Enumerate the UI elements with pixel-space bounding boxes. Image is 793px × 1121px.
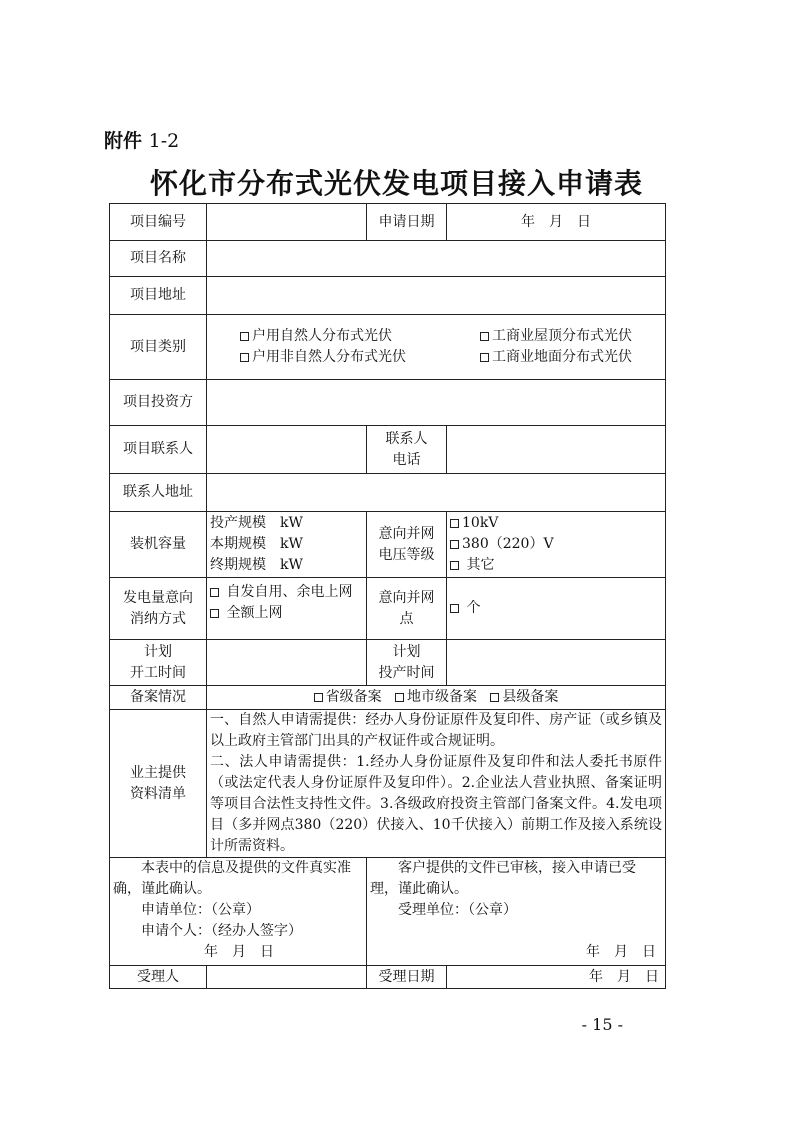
documents-natural-person: 一、自然人申请需提供：经办人身份证原件及复印件、房产证（或乡镇及以上政府主管部门出具的产权证件或合规证明。 xyxy=(210,712,662,749)
receiver-unit[interactable]: 受理单位：（公章） xyxy=(398,902,517,918)
project-name-field[interactable] xyxy=(207,241,666,277)
applicant-confirmation xyxy=(110,858,367,966)
page-number: - 15 - xyxy=(581,1015,623,1034)
documents-label: 业主提供 资料清单 xyxy=(110,710,207,858)
form-title: 怀化市分布式光伏发电项目接入申请表 xyxy=(149,167,643,200)
consumption-label: 发电量意向 消纳方式 xyxy=(110,578,207,640)
capacity-label: 装机容量 xyxy=(110,512,207,578)
consumption-options xyxy=(207,578,367,640)
grid-point-label: 意向并网 点 xyxy=(367,578,447,640)
project-no-field[interactable] xyxy=(207,204,367,241)
voltage-label: 意向并网 电压等级 xyxy=(367,512,447,578)
checkbox-icon xyxy=(450,540,459,549)
filing-label: 备案情况 xyxy=(110,686,207,710)
applicant-unit[interactable]: 申请单位：（公章） xyxy=(141,902,260,918)
checkbox-icon xyxy=(210,588,219,597)
grid-point-field[interactable]: 个 xyxy=(447,578,666,640)
checkbox-icon xyxy=(395,693,404,702)
checkbox-icon xyxy=(480,332,489,341)
project-name-label: 项目名称 xyxy=(110,241,207,277)
filing-option-city[interactable]: 地市级备案 xyxy=(395,689,477,705)
receiver-statement: 客户提供的文件已审核，接入申请已受理，谨此确认。 xyxy=(370,860,636,897)
contact-phone-label: 联系人 电话 xyxy=(367,426,447,474)
contact-address-field[interactable] xyxy=(207,474,666,512)
contact-label: 项目联系人 xyxy=(110,426,207,474)
type-option-1[interactable]: 户用自然人分布式光伏 xyxy=(240,326,392,347)
filing-option-province[interactable]: 省级备案 xyxy=(314,689,382,705)
contact-address-label: 联系人地址 xyxy=(110,474,207,512)
checkbox-icon xyxy=(450,561,459,570)
filing-options xyxy=(207,686,666,710)
project-no-label: 项目编号 xyxy=(110,204,207,241)
consumption-option-self[interactable]: 自发自用、余电上网 xyxy=(210,582,363,603)
checkbox-icon xyxy=(450,519,459,528)
application-form-table xyxy=(109,203,666,989)
voltage-options xyxy=(447,512,666,578)
applicant-statement: 本表中的信息及提供的文件真实准确，谨此确认。 xyxy=(113,860,351,897)
project-type-label: 项目类别 xyxy=(110,315,207,380)
apply-date-label: 申请日期 xyxy=(367,204,447,241)
checkbox-icon xyxy=(480,353,489,362)
receiver-label: 受理人 xyxy=(110,966,207,989)
voltage-option-other[interactable]: 其它 xyxy=(450,555,662,576)
annex-label xyxy=(104,126,179,153)
start-time-label: 计划 开工时间 xyxy=(110,640,207,686)
annex-number: 1-2 xyxy=(148,130,180,152)
voltage-option-10kv[interactable]: 10kV xyxy=(450,513,662,534)
investor-field[interactable] xyxy=(207,380,666,426)
type-option-3[interactable]: 户用非自然人分布式光伏 xyxy=(240,347,406,368)
investor-label: 项目投资方 xyxy=(110,380,207,426)
receiver-field[interactable] xyxy=(207,966,367,989)
filing-option-county[interactable]: 县级备案 xyxy=(490,689,558,705)
production-time-label: 计划 投产时间 xyxy=(367,640,447,686)
documents-list xyxy=(207,710,666,858)
project-type-options xyxy=(207,315,666,380)
production-time-field[interactable] xyxy=(447,640,666,686)
contact-phone-field[interactable] xyxy=(447,426,666,474)
contact-field[interactable] xyxy=(207,426,367,474)
receive-date-field[interactable]: 年 月 日 xyxy=(447,966,666,989)
start-time-field[interactable] xyxy=(207,640,367,686)
consumption-option-full[interactable]: 全额上网 xyxy=(210,603,363,624)
type-option-4[interactable]: 工商业地面分布式光伏 xyxy=(480,347,632,368)
checkbox-icon xyxy=(490,693,499,702)
checkbox-icon xyxy=(240,332,249,341)
voltage-option-380[interactable]: 380（220）V xyxy=(450,534,662,555)
checkbox-icon xyxy=(210,609,219,618)
applicant-date[interactable]: 年 月 日 xyxy=(204,944,274,960)
receiver-confirmation xyxy=(367,858,666,966)
checkbox-icon xyxy=(314,693,323,702)
project-address-field[interactable] xyxy=(207,277,666,315)
applicant-person[interactable]: 申请个人：（经办人签字） xyxy=(141,923,302,939)
documents-legal-person: 二、法人申请需提供：1.经办人身份证原件及复印件和法人委托书原件（或法定代表人身份证原件及复印件）。2.企业法人营业执照、备案证明等项目合法性支持性文件。3.各级政府投资主管部门备案文件。4.发电项目（多并网点380（220）伏接入、10千伏接入）前期工作及接入系统设计所需资料。 xyxy=(210,754,662,854)
project-address-label: 项目地址 xyxy=(110,277,207,315)
checkbox-icon xyxy=(240,353,249,362)
capacity-lines[interactable]: 投产规模 kW 本期规模 kW 终期规模 kW xyxy=(207,512,367,578)
checkbox-icon xyxy=(450,604,459,613)
receiver-date[interactable]: 年 月 日 xyxy=(586,944,656,960)
annex-text: 附件 xyxy=(104,130,143,152)
receive-date-label: 受理日期 xyxy=(367,966,447,989)
type-option-2[interactable]: 工商业屋顶分布式光伏 xyxy=(480,326,632,347)
apply-date-field[interactable]: 年 月 日 xyxy=(447,204,666,241)
